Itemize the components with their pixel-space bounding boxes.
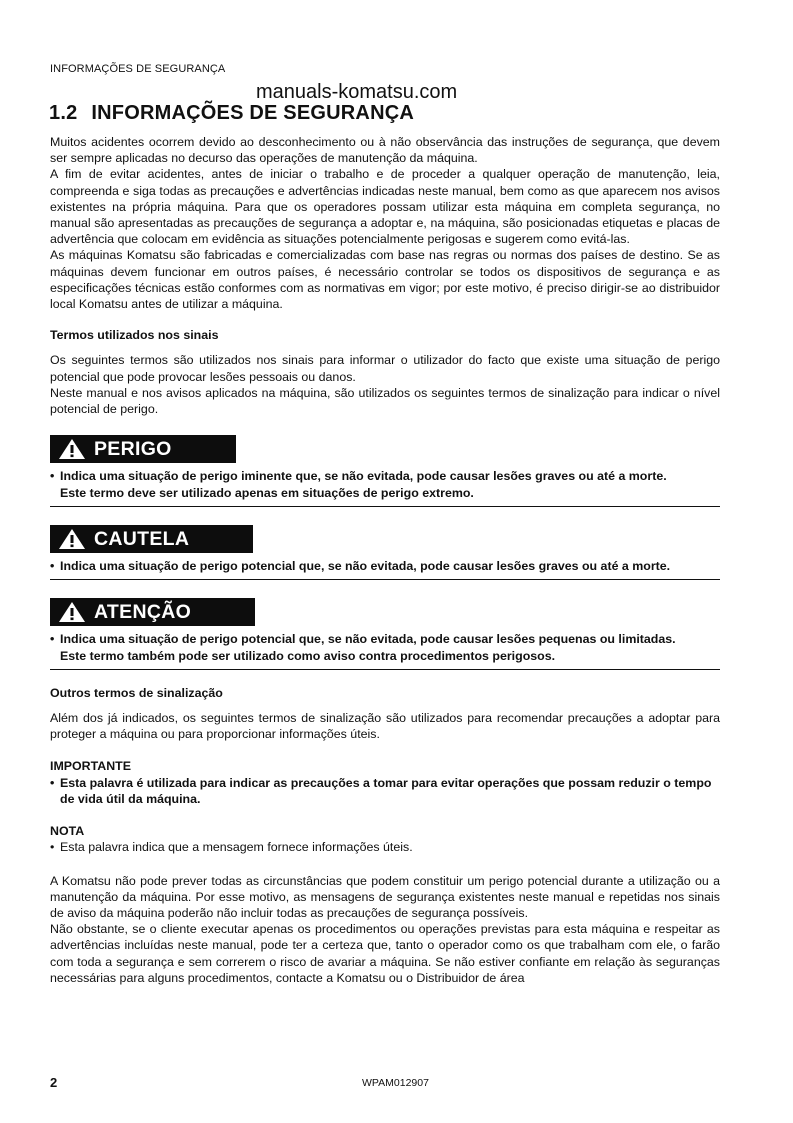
page-number: 2: [50, 1075, 58, 1090]
warning-triangle-icon: [58, 601, 86, 623]
warning-triangle-icon: [58, 438, 86, 460]
warning-text: [50, 631, 720, 663]
intro-paragraph: A fim de evitar acidentes, antes de iniciar o trabalho e de proceder a qualquer operação de manutenção, leia, compreenda e siga todas as precauções e advertências indicadas neste manual, bem como as que aparecem nos avisos existentes na própria máquina. Para que os operadores possam utilizar esta máquina em completa segurança, no manual são apresentadas as precauções de segurança a adoptar e, na máquina, são posicionadas etiquetas e placas de advertência que colocam em evidência as situações potencialmente perigosas e sugerem como evitá-las.: [50, 167, 720, 247]
other-terms-paragraph: Além dos já indicados, os seguintes termos de sinalização são utilizados para recomendar precauções a adoptar para proteger a máquina ou para proporcionar informações úteis.: [50, 711, 720, 742]
running-head: INFORMAÇÕES DE SEGURANÇA: [50, 63, 226, 75]
warning-line: Este termo também pode ser utilizado como aviso contra procedimentos perigosos.: [60, 648, 556, 663]
section-title: [49, 102, 414, 125]
warning-label-text: ATENÇÃO: [94, 601, 192, 624]
page-content: [50, 134, 720, 986]
warning-label-text: PERIGO: [94, 438, 172, 461]
warning-line: • Indica uma situação de perigo potencial que, se não evitada, pode causar lesões pequenas ou limitadas.: [50, 632, 676, 647]
warning-line: • Indica uma situação de perigo potencial que, se não evitada, pode causar lesões graves ou até a morte.: [50, 559, 671, 574]
warning-line: • Indica uma situação de perigo iminente que, se não evitada, pode causar lesões graves ou até a morte.: [50, 469, 667, 484]
signal-terms-paragraph: Os seguintes termos são utilizados nos sinais para informar o utilizador do facto que existe uma situação de perigo potencial que pode provocar lesões pessoais ou danos.: [50, 353, 720, 384]
document-code: WPAM012907: [362, 1077, 429, 1089]
warning-text: [50, 468, 720, 500]
warning-block-cautela: [50, 525, 720, 580]
watermark-url: manuals-komatsu.com: [256, 81, 458, 103]
closing-paragraph: A Komatsu não pode prever todas as circunstâncias que podem constituir um perigo potencial durante a utilização ou a manutenção da máquina. Por esse motivo, as mensagens de segurança existentes neste manual e repetidas nos sinais de aviso da máquina poderão não incluir todas as precauções de segurança possíveis.: [50, 873, 720, 920]
signal-terms-paragraph: Neste manual e nos avisos aplicados na máquina, são utilizados os seguintes termos de sinalização para indicar o nível potencial de perigo.: [50, 385, 720, 417]
signal-terms-heading: Termos utilizados nos sinais: [50, 328, 219, 343]
warning-line: Este termo deve ser utilizado apenas em situações de perigo extremo.: [60, 485, 474, 500]
warning-block-perigo: [50, 435, 720, 507]
warning-label: [50, 598, 255, 626]
section-number: 1.2: [49, 102, 78, 124]
intro-paragraph: Muitos acidentes ocorrem devido ao desconhecimento ou à não observância das instruções de segurança, que devem ser sempre aplicadas no decurso das operações de manutenção da máquina.: [50, 135, 720, 166]
intro-paragraph: As máquinas Komatsu são fabricadas e comercializadas com base nas regras ou normas dos países de destino. Se as máquinas devem funcionar em outros países, é necessário controlar se todos os dispositivos de segurança e as especificações técnicas estão conformes com as normativas em vigor; por este motivo, é preciso dirigir-se ao distribuidor local Komatsu antes de utilizar a máquina.: [50, 248, 720, 312]
warning-triangle-icon: [58, 528, 86, 550]
warning-label-text: CAUTELA: [94, 527, 190, 550]
important-text: • Esta palavra é utilizada para indicar as precauções a tomar para evitar operações que possam reduzir o tempo de vida útil da máquina.: [50, 775, 712, 806]
warning-label: [50, 525, 253, 553]
note-text: • Esta palavra indica que a mensagem fornece informações úteis.: [50, 840, 413, 855]
other-terms-heading: Outros termos de sinalização: [50, 685, 223, 700]
closing-paragraph: Não obstante, se o cliente executar apenas os procedimentos ou operações previstas para esta máquina e respeitar as advertências incluídas neste manual, pode ter a certeza que, tanto o operador como os que trabalham com ele, o farão com toda a segurança e sem correrem o risco de avariar a máquina. Se não estiver confiante em relação às seguranças necessárias para alguns procedimentos, contacte a Komatsu ou o Distribuidor de área: [50, 922, 720, 985]
warning-text: [50, 558, 720, 574]
warning-block-atencao: [50, 598, 720, 670]
section-title-text: INFORMAÇÕES DE SEGURANÇA: [91, 102, 414, 124]
important-label: IMPORTANTE: [50, 759, 131, 774]
note-label: NOTA: [50, 824, 85, 839]
warning-label: [50, 435, 236, 463]
